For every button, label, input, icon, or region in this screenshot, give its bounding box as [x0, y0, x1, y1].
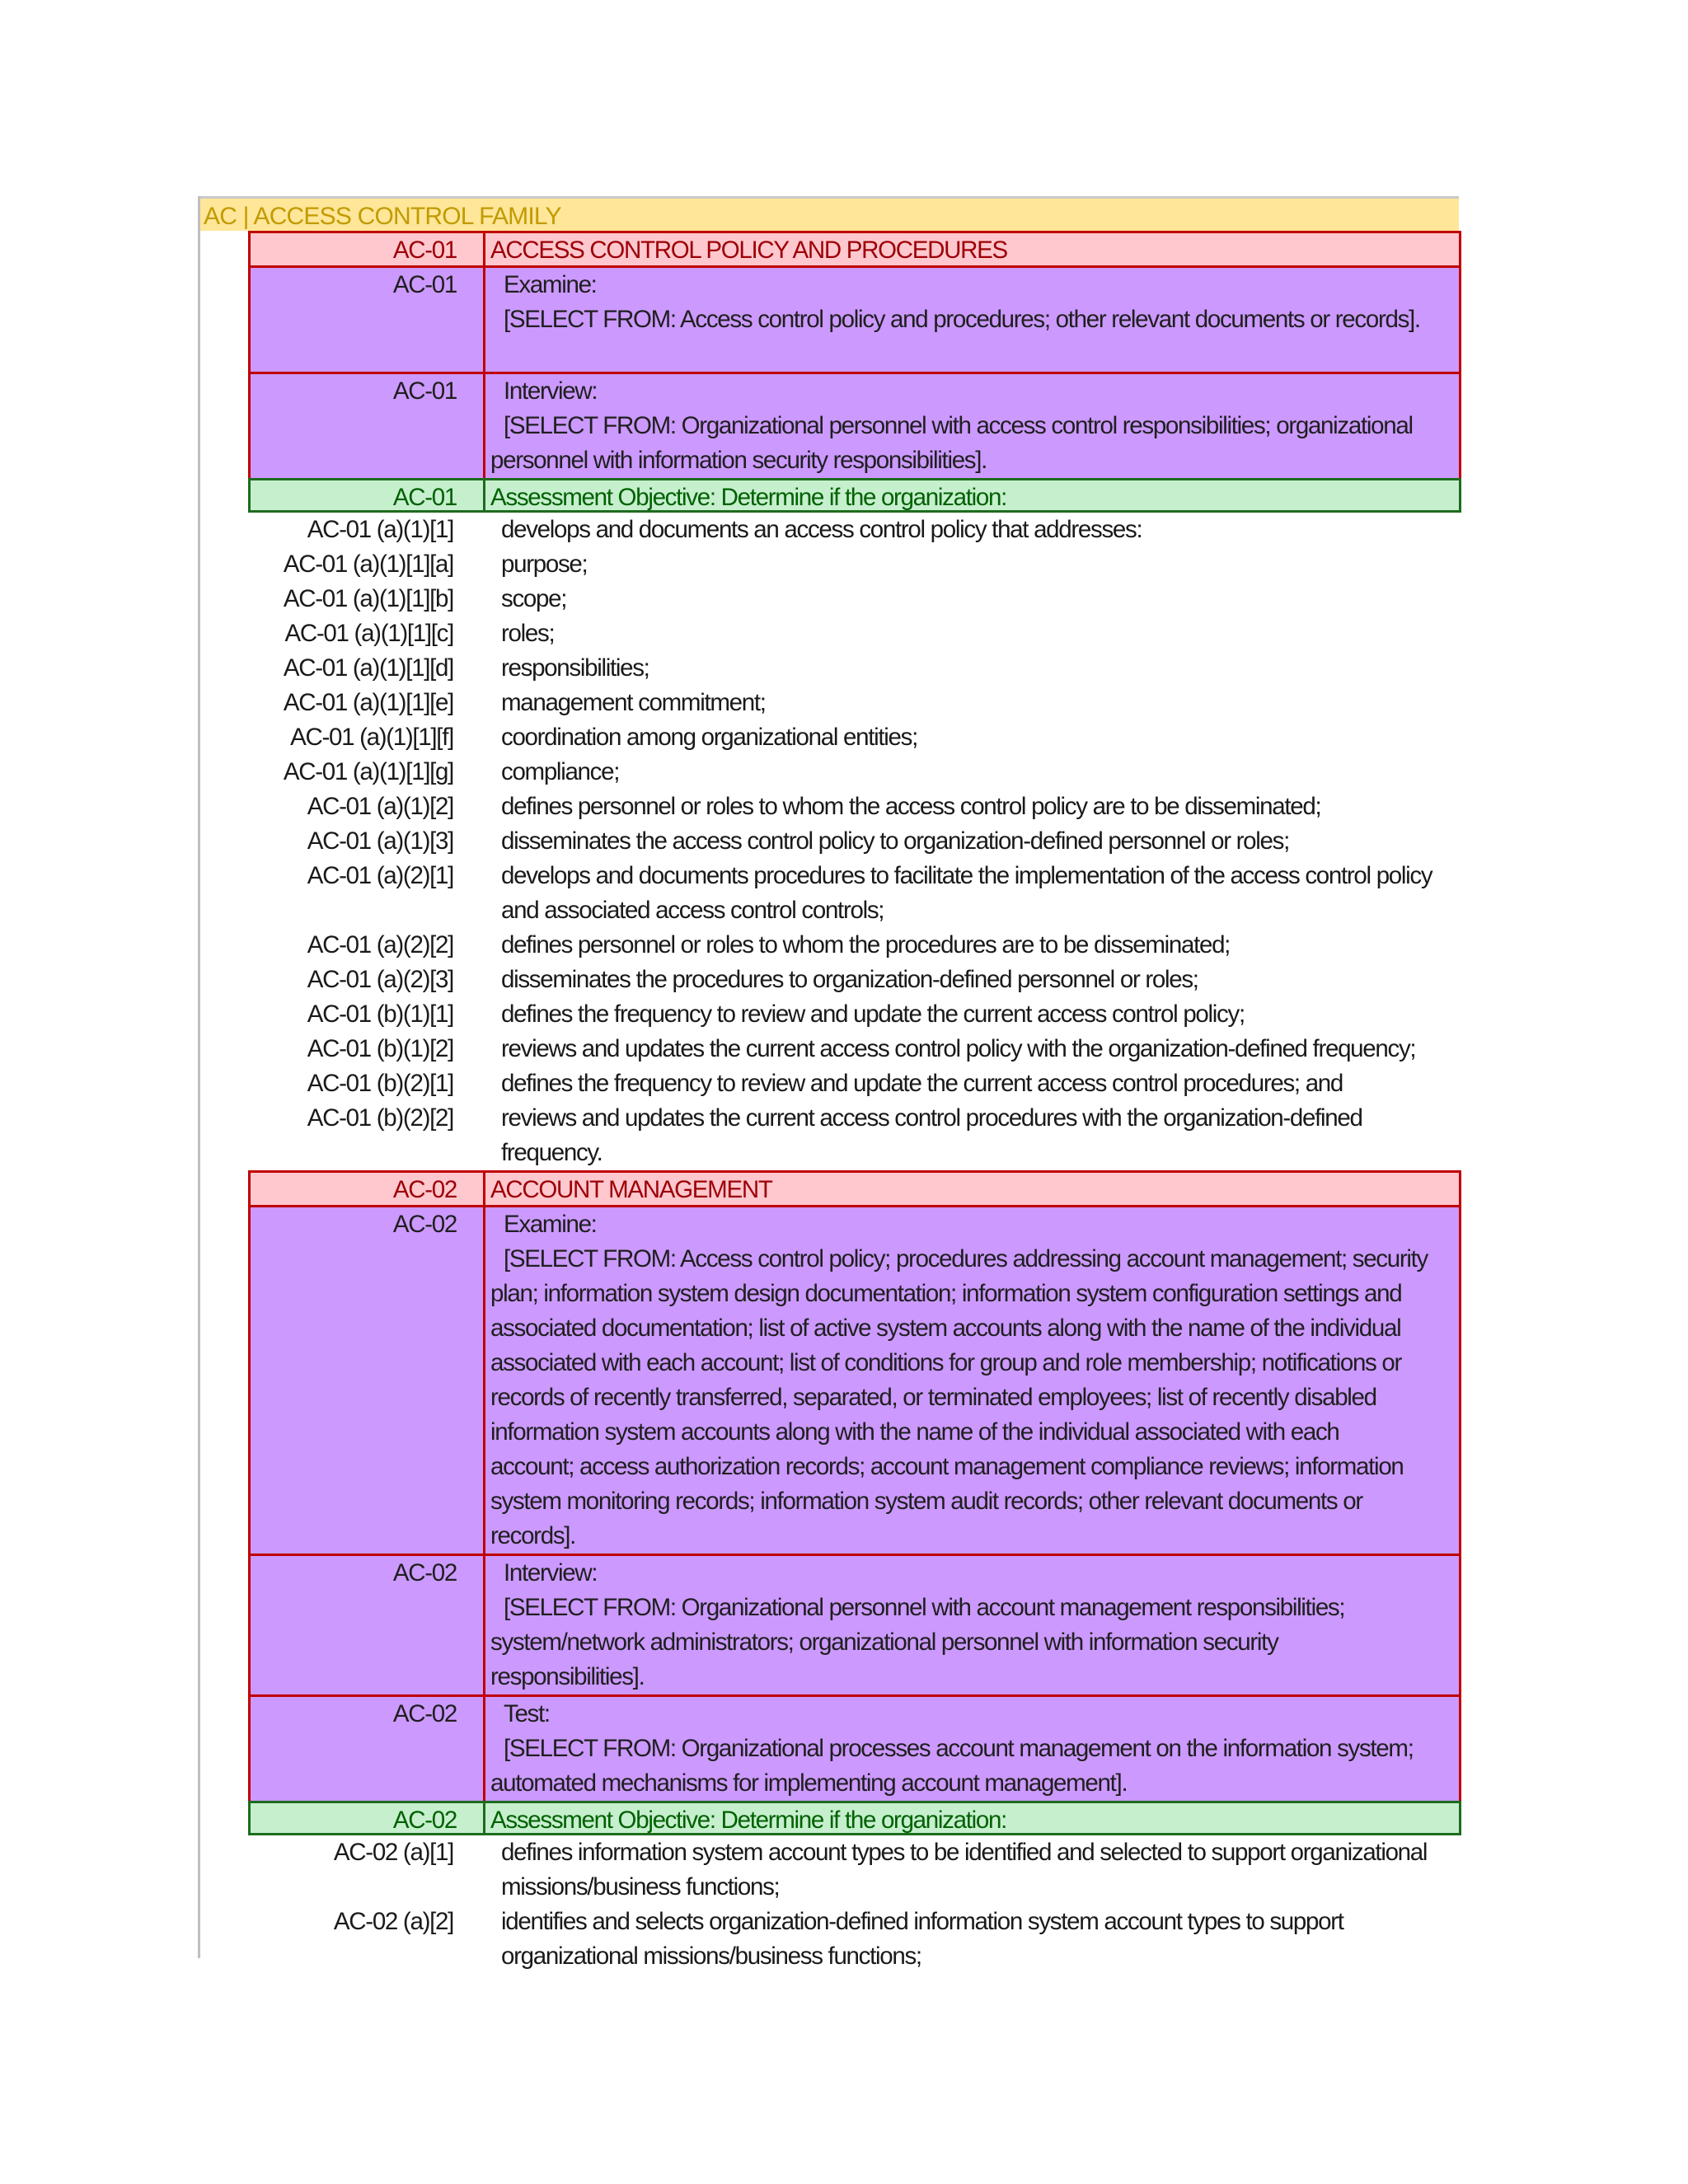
- control-id: AC-02: [392, 1559, 457, 1586]
- method-row: [248, 1554, 1461, 1694]
- control-id: AC-01: [392, 377, 457, 405]
- plain-row: [200, 859, 1461, 928]
- plain-row: [200, 720, 1461, 755]
- control-id: AC-02: [392, 1807, 457, 1834]
- row-text: [485, 547, 1461, 582]
- row-text: [483, 268, 1459, 372]
- text-line: disseminates the procedures to organization-defined personnel or roles;: [501, 966, 1198, 993]
- control-row: [248, 231, 1461, 265]
- row-text: [485, 616, 1461, 651]
- method-label: Examine:: [504, 271, 597, 298]
- text-line: records of recently transferred, separated, or terminated employees; list of recently disabled: [490, 1384, 1376, 1411]
- row-text: [483, 374, 1459, 478]
- text-line: defines personnel or roles to whom the procedures are to be disseminated;: [501, 931, 1231, 958]
- row-text: [485, 1066, 1461, 1101]
- text-line: purpose;: [501, 551, 588, 578]
- method-label: Test:: [504, 1700, 550, 1727]
- text-line: automated mechanisms for implementing account management].: [490, 1769, 1128, 1797]
- row-text: [483, 1207, 1459, 1554]
- plain-row: [200, 513, 1461, 547]
- text-line: develops and documents procedures to facilitate the implementation of the access control policy: [501, 862, 1432, 889]
- plain-row: [200, 1032, 1461, 1066]
- control-id: AC-01: [392, 484, 457, 511]
- text-line: responsibilities;: [501, 654, 649, 682]
- row-text: [485, 755, 1461, 790]
- row-text: [485, 513, 1461, 547]
- text-line: defines the frequency to review and update the current access control procedures; and: [501, 1070, 1343, 1097]
- row-text: [483, 480, 1459, 510]
- row-text: [485, 963, 1461, 997]
- row-text: [483, 233, 1459, 265]
- text-line: personnel with information security responsibilities].: [490, 447, 987, 474]
- control-id: AC-01 (a)(1)[1][g]: [283, 758, 453, 785]
- method-label: Examine:: [504, 1211, 597, 1238]
- plain-row: [200, 928, 1461, 963]
- row-text: [483, 1803, 1459, 1833]
- text-line: identifies and selects organization-defined information system account types to support: [501, 1908, 1343, 1935]
- plain-row: [200, 651, 1461, 686]
- control-id: AC-01 (a)(1)[1][e]: [283, 689, 453, 716]
- row-text: [485, 928, 1461, 963]
- row-text: [485, 651, 1461, 686]
- text-line: defines personnel or roles to whom the access control policy are to be disseminated;: [501, 793, 1321, 820]
- text-line: scope;: [501, 585, 567, 612]
- plain-row: [200, 1101, 1461, 1170]
- row-text: [485, 824, 1461, 859]
- row-text: [485, 1905, 1461, 1974]
- plain-row: [200, 616, 1461, 651]
- text-line: ACCOUNT MANAGEMENT: [490, 1176, 772, 1203]
- control-row: [248, 1170, 1461, 1205]
- control-table: [200, 231, 1461, 1974]
- text-line: management commitment;: [501, 689, 766, 716]
- control-id: AC-02: [392, 1176, 457, 1203]
- plain-row: [200, 790, 1461, 824]
- control-id: AC-01 (b)(1)[1]: [307, 1001, 453, 1028]
- text-line: plan; information system design documentation; information system configuration settings and: [490, 1280, 1402, 1307]
- control-id: AC-01 (a)(1)[1][f]: [290, 724, 453, 751]
- control-id: AC-01 (a)(1)[1][a]: [283, 551, 453, 578]
- blank-line: [490, 337, 1452, 372]
- text-line: frequency.: [501, 1139, 603, 1166]
- row-text: [483, 1697, 1459, 1801]
- control-id: AC-01 (a)(1)[1][b]: [283, 585, 453, 612]
- control-id: AC-01 (a)(2)[3]: [307, 966, 453, 993]
- text-line: disseminates the access control policy to organization-defined personnel or roles;: [501, 827, 1289, 855]
- control-id: AC-01 (a)(2)[2]: [307, 931, 453, 958]
- text-line: roles;: [501, 620, 555, 647]
- text-line: [SELECT FROM: Access control policy; procedures addressing account management; security: [504, 1245, 1428, 1272]
- row-text: [483, 1173, 1459, 1205]
- text-line: organizational missions/business functions;: [501, 1943, 921, 1970]
- control-id: AC-01 (a)(1)[2]: [307, 793, 453, 820]
- text-line: reviews and updates the current access control procedures with the organization-defined: [501, 1104, 1362, 1132]
- text-line: system/network administrators; organizational personnel with information security: [490, 1629, 1278, 1656]
- row-text: [485, 1835, 1461, 1905]
- plain-row: [200, 1835, 1461, 1905]
- row-text: [485, 859, 1461, 928]
- control-id: AC-01: [392, 271, 457, 298]
- plain-row: [200, 1905, 1461, 1974]
- row-text: [485, 1101, 1461, 1170]
- text-line: associated with each account; list of conditions for group and role membership; notifications or: [490, 1349, 1402, 1376]
- plain-row: [200, 1066, 1461, 1101]
- control-id: AC-01 (a)(1)[1][c]: [284, 620, 453, 647]
- row-text: [485, 790, 1461, 824]
- control-id: AC-01 (b)(1)[2]: [307, 1035, 453, 1062]
- objective-row: [248, 478, 1461, 513]
- control-id: AC-01 (a)(1)[1][d]: [283, 654, 453, 682]
- text-line: account; access authorization records; account management compliance reviews; information: [490, 1453, 1404, 1480]
- method-label: Interview:: [504, 1559, 598, 1586]
- control-id: AC-01 (b)(2)[2]: [307, 1104, 453, 1132]
- control-id: AC-02: [392, 1700, 457, 1727]
- control-id: AC-01: [392, 237, 457, 264]
- text-line: [SELECT FROM: Organizational personnel with account management responsibilities;: [504, 1594, 1345, 1621]
- method-row: [248, 1694, 1461, 1801]
- control-id: AC-01 (a)(1)[3]: [307, 827, 453, 855]
- control-id: AC-01 (b)(2)[1]: [307, 1070, 453, 1097]
- row-text: [485, 997, 1461, 1032]
- plain-row: [200, 963, 1461, 997]
- text-line: missions/business functions;: [501, 1873, 780, 1900]
- plain-row: [200, 547, 1461, 582]
- objective-row: [248, 1801, 1461, 1835]
- method-row: [248, 1205, 1461, 1554]
- plain-row: [200, 582, 1461, 616]
- text-line: defines information system account types to be identified and selected to support organizational: [501, 1839, 1428, 1866]
- plain-row: [200, 755, 1461, 790]
- text-line: [SELECT FROM: Access control policy and procedures; other relevant documents or records].: [504, 306, 1420, 333]
- row-text: [483, 1556, 1459, 1694]
- row-text: [485, 686, 1461, 720]
- text-line: [SELECT FROM: Organizational personnel with access control responsibilities; organizational: [504, 412, 1413, 439]
- control-id: AC-01 (a)(1)[1]: [307, 516, 453, 543]
- text-line: records].: [490, 1522, 576, 1549]
- text-line: responsibilities].: [490, 1663, 645, 1690]
- control-id: AC-02 (a)[2]: [333, 1908, 453, 1935]
- document-page: [198, 196, 1461, 1970]
- text-line: Assessment Objective: Determine if the organization:: [490, 1807, 1006, 1834]
- text-line: develops and documents an access control policy that addresses:: [501, 516, 1142, 543]
- text-line: coordination among organizational entities;: [501, 724, 917, 751]
- text-line: ACCESS CONTROL POLICY AND PROCEDURES: [490, 237, 1007, 264]
- row-text: [485, 720, 1461, 755]
- control-id: AC-02 (a)[1]: [333, 1839, 453, 1866]
- control-id: AC-01 (a)(2)[1]: [307, 862, 453, 889]
- plain-row: [200, 686, 1461, 720]
- plain-row: [200, 997, 1461, 1032]
- row-text: [485, 582, 1461, 616]
- text-line: defines the frequency to review and update the current access control policy;: [501, 1001, 1245, 1028]
- text-line: associated documentation; list of active system accounts along with the name of the individual: [490, 1315, 1401, 1342]
- text-line: and associated access control controls;: [501, 897, 884, 924]
- method-row: [248, 265, 1461, 372]
- text-line: system monitoring records; information system audit records; other relevant documents or: [490, 1488, 1362, 1515]
- row-text: [485, 1032, 1461, 1066]
- plain-row: [200, 824, 1461, 859]
- family-header: AC | ACCESS CONTROL FAMILY: [200, 196, 1459, 231]
- text-line: compliance;: [501, 758, 620, 785]
- method-row: [248, 372, 1461, 478]
- method-label: Interview:: [504, 377, 598, 405]
- text-line: information system accounts along with the name of the individual associated with each: [490, 1418, 1339, 1446]
- control-id: AC-02: [392, 1211, 457, 1238]
- text-line: reviews and updates the current access control policy with the organization-defined frequency;: [501, 1035, 1416, 1062]
- text-line: [SELECT FROM: Organizational processes account management on the information system;: [504, 1735, 1414, 1762]
- text-line: Assessment Objective: Determine if the organization:: [490, 484, 1006, 511]
